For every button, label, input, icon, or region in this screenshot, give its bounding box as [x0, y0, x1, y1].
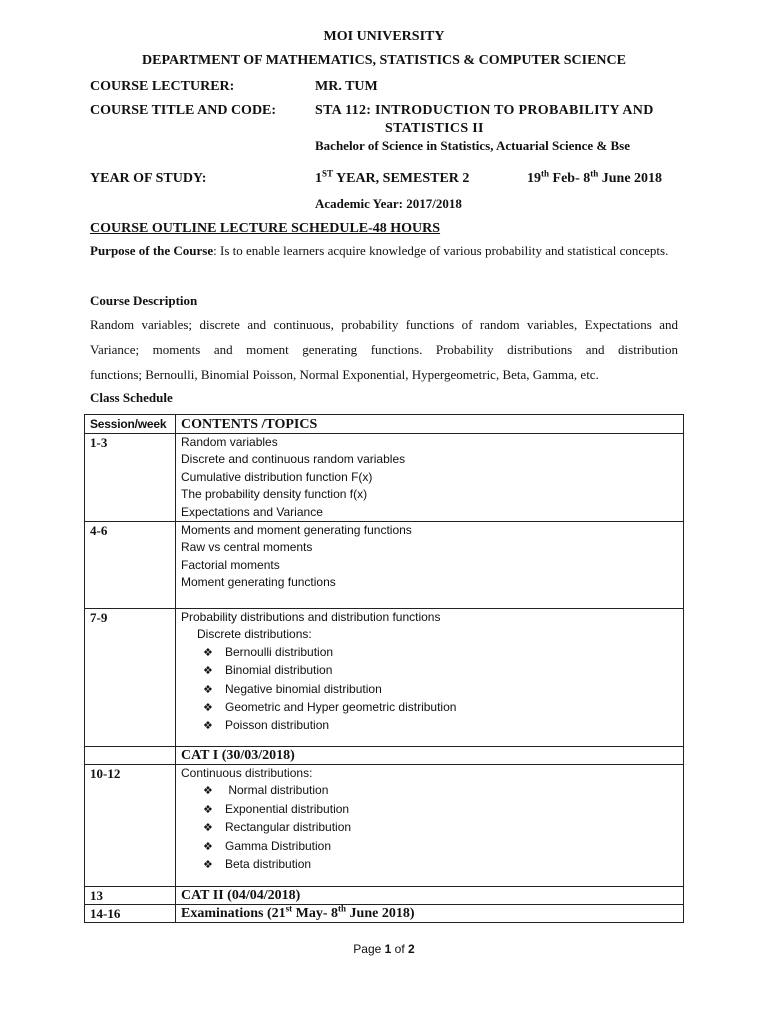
- session-cell: 13: [85, 887, 176, 905]
- diamond-bullet-icon: ❖: [203, 665, 213, 678]
- topic-item: The probability density function f(x): [181, 487, 368, 502]
- year-value: 1ST YEAR, SEMESTER 2: [315, 168, 470, 186]
- table-row: [85, 522, 684, 609]
- university-name: MOI UNIVERSITY: [323, 29, 445, 44]
- bullet-item: ❖ Normal distribution: [181, 782, 683, 800]
- description-line3: functions; Bernoulli, Binomial Poisson, Normal Exponential, Hypergeometric, Beta, Gamma, etc.: [90, 367, 599, 382]
- session-cell: 10-12: [85, 765, 176, 887]
- bullet-item: ❖ Rectangular distribution: [181, 819, 683, 837]
- diamond-bullet-icon: ❖: [203, 646, 213, 659]
- bullet-item: ❖ Bernoulli distribution: [181, 644, 683, 662]
- topic-item: Expectations and Variance: [181, 504, 323, 519]
- page-total: 2: [408, 942, 415, 956]
- description-label: Course Description: [90, 293, 198, 308]
- page-number: 1: [384, 942, 392, 956]
- topic-item: Moment generating functions: [181, 575, 336, 590]
- topic-item: Moments and moment generating functions: [181, 523, 412, 538]
- diamond-bullet-icon: ❖: [203, 822, 213, 835]
- diamond-bullet-icon: ❖: [203, 702, 213, 715]
- description-line2: Variance; moments and moment generating functions. Probability distributions and distribution: [90, 342, 678, 357]
- table-header-row: [85, 415, 684, 434]
- purpose-label: Purpose of the Course: [90, 243, 214, 258]
- cat-cell: CAT II (04/04/2018): [176, 887, 684, 905]
- bullet-item: ❖ Binomial distribution: [181, 662, 683, 680]
- lecturer-value: MR. TUM: [315, 79, 378, 94]
- diamond-bullet-icon: ❖: [203, 840, 213, 853]
- table-row: [85, 905, 684, 923]
- bullet-item: ❖ Poisson distribution: [181, 717, 683, 735]
- table-row: [85, 609, 684, 747]
- topic-title: Continuous distributions:: [181, 766, 313, 781]
- session-cell: 4-6: [85, 522, 176, 609]
- schedule-table: [84, 414, 684, 923]
- bullet-item: ❖ Beta distribution: [181, 856, 683, 874]
- department-name: DEPARTMENT OF MATHEMATICS, STATISTICS & COMPUTER SCIENCE: [142, 53, 626, 68]
- session-cell: 7-9: [85, 609, 176, 747]
- topic-item: Cumulative distribution function F(x): [181, 469, 373, 484]
- cat-cell: CAT I (30/03/2018): [176, 747, 684, 765]
- course-title-label: COURSE TITLE AND CODE:: [90, 103, 277, 118]
- course-title-line1: STA 112: INTRODUCTION TO PROBABILITY AND: [315, 103, 654, 118]
- header-session: Session/week: [85, 415, 176, 434]
- description-line1: Random variables; discrete and continuous, probability functions of random variables, Expectations and: [90, 317, 678, 332]
- semester-dates: 19th Feb- 8th June 2018: [527, 168, 663, 186]
- topic-item: Discrete and continuous random variables: [181, 452, 406, 467]
- topics-cell: [176, 434, 684, 522]
- programme-name: Bachelor of Science in Statistics, Actuarial Science & Bse: [315, 138, 630, 153]
- topic-subtitle: Discrete distributions:: [197, 627, 312, 642]
- session-cell: [85, 747, 176, 765]
- year-label: YEAR OF STUDY:: [90, 171, 207, 186]
- header-contents: CONTENTS /TOPICS: [176, 415, 684, 434]
- table-row: [85, 765, 684, 887]
- page-footer: Page 1 of 2: [353, 942, 415, 956]
- bullet-item: ❖ Negative binomial distribution: [181, 681, 683, 699]
- table-row: [85, 434, 684, 522]
- topics-cell: [176, 609, 684, 747]
- schedule-label: Class Schedule: [90, 390, 173, 405]
- exam-cell: Examinations (21st May- 8th June 2018): [176, 905, 684, 923]
- table-row: [85, 887, 684, 905]
- diamond-bullet-icon: ❖: [203, 859, 213, 872]
- session-cell: 1-3: [85, 434, 176, 522]
- bullet-item: ❖ Exponential distribution: [181, 801, 683, 819]
- purpose-text: : Is to enable learners acquire knowledge of various probability and statistical concepts.: [213, 243, 669, 258]
- session-cell: 14-16: [85, 905, 176, 923]
- topic-title: Probability distributions and distribution functions: [181, 610, 441, 625]
- diamond-bullet-icon: ❖: [203, 683, 213, 696]
- topics-cell: [176, 522, 684, 609]
- lecturer-label: COURSE LECTURER:: [90, 79, 235, 94]
- diamond-bullet-icon: ❖: [203, 803, 213, 816]
- topics-cell: [176, 765, 684, 887]
- topic-item: Random variables: [181, 435, 278, 449]
- bullet-item: ❖ Geometric and Hyper geometric distribution: [181, 699, 683, 717]
- topic-item: Factorial moments: [181, 557, 280, 572]
- academic-year: Academic Year: 2017/2018: [315, 196, 462, 211]
- purpose-paragraph: [90, 238, 678, 263]
- table-row: [85, 747, 684, 765]
- diamond-bullet-icon: ❖: [203, 785, 213, 798]
- outline-heading: COURSE OUTLINE LECTURE SCHEDULE-48 HOURS: [90, 221, 441, 236]
- course-title-line2: STATISTICS II: [385, 121, 484, 136]
- bullet-item: ❖ Gamma Distribution: [181, 838, 683, 856]
- topic-item: Raw vs central moments: [181, 540, 313, 555]
- diamond-bullet-icon: ❖: [203, 720, 213, 733]
